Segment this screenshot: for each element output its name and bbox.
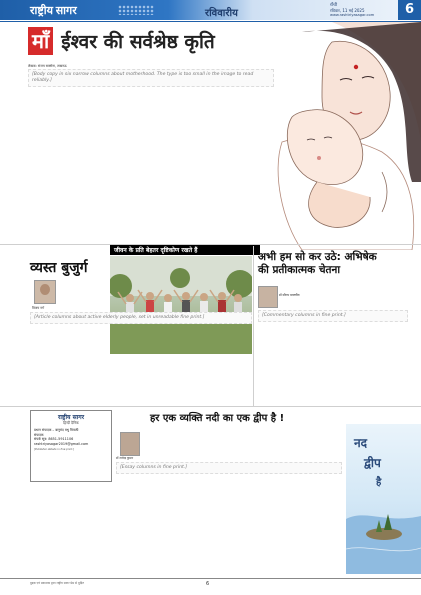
author-face bbox=[40, 284, 50, 295]
footer-page-marker: 6 bbox=[206, 581, 210, 587]
footer-rule bbox=[0, 578, 421, 579]
abhishek-body bbox=[258, 310, 408, 400]
masthead-section: रविवारीय bbox=[205, 8, 238, 19]
page-number-box bbox=[398, 0, 421, 20]
river-headline: हर एक व्यक्ति नदी का एक द्वीप है ! bbox=[150, 413, 285, 424]
footer-fine: मुद्रक एवं प्रकाशक द्वारा राष्ट्रीय सागर प्रेस से मुद्रित bbox=[30, 581, 84, 585]
older-body bbox=[30, 312, 252, 400]
river-graphic-word-1: नद bbox=[354, 436, 368, 450]
older-body-note: [Article columns about active elderly people, set in unreadable fine print.] bbox=[30, 312, 252, 324]
older-author: विजय गर्ग bbox=[32, 306, 45, 310]
page-number: 6 bbox=[404, 2, 415, 17]
masthead-title: राष्ट्रीय सागर bbox=[30, 5, 77, 17]
info-editor-label: प्रधान संपादक bbox=[34, 428, 52, 432]
lead-headline-rest: ईश्वर की सर्वश्रेष्ठ कृति bbox=[61, 31, 215, 53]
publisher-info-box: राष्ट्रीय सागर हिन्दी दैनिक प्रधान संपादक – बानुमंद मधु त्रिपाठी संपादक संपर्क सूत्र: 8651-5911106 rashtriyasagar2019@gmail.com [Publisher details in fine print.] bbox=[30, 410, 112, 482]
abhishek-headline-2: की प्रतीकात्मक चेतना bbox=[258, 264, 341, 276]
mother-child-illustration bbox=[262, 22, 421, 250]
info-editor: बानुमंद मधु त्रिपाठी bbox=[55, 428, 79, 432]
abhishek-headline-1: अभी हम सो कर उठे: अभिषेक bbox=[258, 251, 377, 263]
masthead-place: राँची bbox=[330, 3, 338, 8]
info-editor2-label: संपादक bbox=[34, 432, 44, 437]
info-sub: हिन्दी दैनिक bbox=[63, 421, 79, 425]
info-title: राष्ट्रीय सागर bbox=[57, 414, 85, 421]
river-author-photo bbox=[120, 432, 140, 456]
abhishek-left-rule bbox=[253, 246, 254, 406]
abhishek-author-photo bbox=[258, 286, 278, 308]
river-author: डॉ राजेन्द्र कुमार bbox=[116, 456, 134, 460]
lead-body-note: [Body copy in six narrow columns about motherhood. The type is too small in the image to read reliably.] bbox=[28, 69, 274, 87]
mid-rule bbox=[0, 406, 421, 407]
masthead-date: रविवार, 11 मई 2025 bbox=[330, 8, 365, 13]
lead-body bbox=[28, 69, 274, 241]
masthead-dots-decoration bbox=[118, 5, 154, 15]
lead-headline bbox=[28, 27, 288, 57]
lead-headline-ma: माँ bbox=[28, 27, 53, 55]
lead-byline: लेखक: संजय सक्सेना, लखनऊ bbox=[28, 64, 67, 68]
river-graphic-word-3: है bbox=[376, 477, 382, 488]
abhishek-body-note: [Commentary columns in fine print.] bbox=[258, 310, 408, 322]
older-headline: व्यस्त बुजुर्ग bbox=[30, 260, 88, 276]
author-photo bbox=[34, 280, 56, 304]
masthead-site: www.rashtriyasagar.com bbox=[330, 13, 375, 17]
info-phone: 8651-5911106 bbox=[48, 437, 74, 442]
abhishek-author: डॉ सौरभ मालवीय bbox=[279, 293, 300, 297]
river-body bbox=[116, 462, 342, 574]
info-fine-print: [Publisher details in fine print.] bbox=[34, 448, 75, 452]
info-contact-label: संपर्क सूत्र bbox=[34, 437, 47, 442]
older-strip-text: जीवन के प्रति बेहतर दृष्टिकोण रखते हैं bbox=[114, 247, 198, 254]
river-graphic-word-2: द्वीप bbox=[364, 456, 381, 470]
river-island-graphic bbox=[346, 424, 421, 574]
info-email: rashtriyasagar2019@gmail.com bbox=[34, 441, 89, 446]
river-body-note: [Essay columns in fine print.] bbox=[116, 462, 342, 474]
